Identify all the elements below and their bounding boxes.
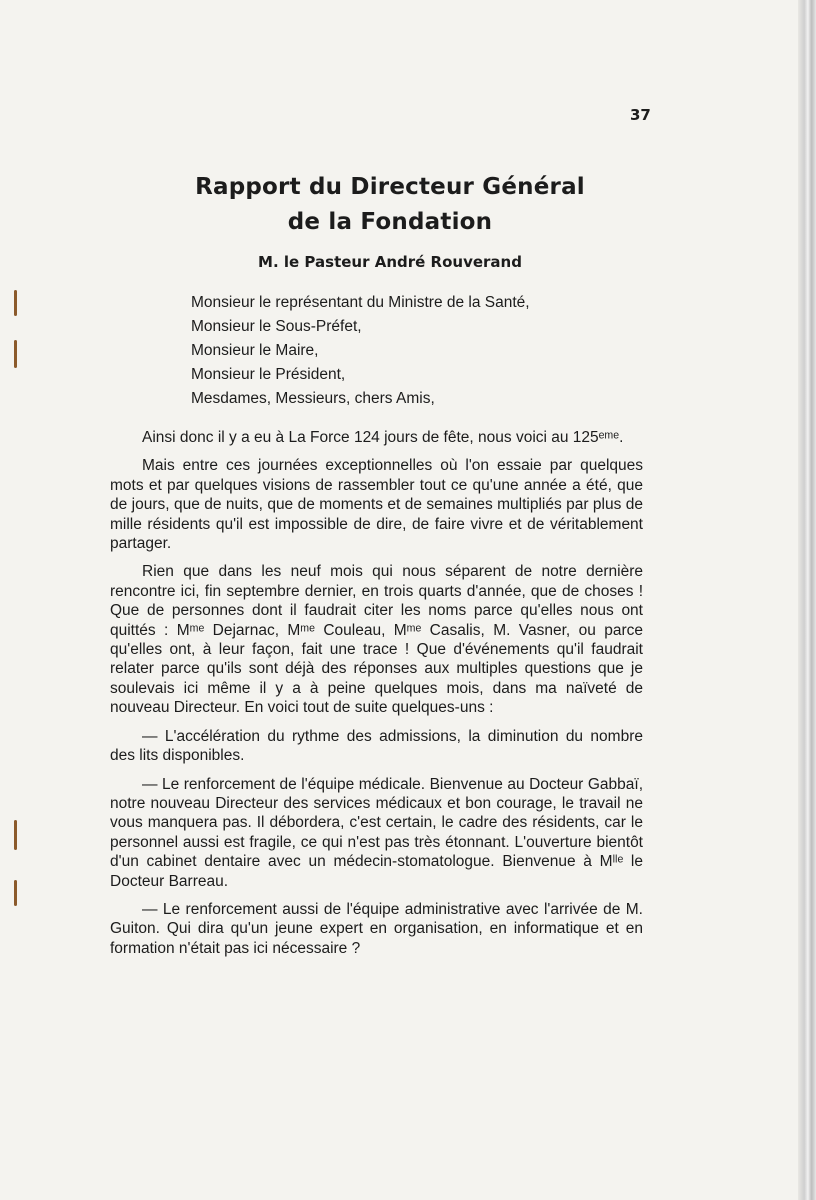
page-title [0, 170, 780, 240]
list-item-paragraph: — Le renforcement de l'équipe médicale. Bienvenue au Docteur Gabbaï, notre nouveau Directeur des services médicaux et bon courage, le travail ne vous manquera pas. Il débordera, c'est certain, le cadre des résidents, car le personnel aussi est fragile, ce qui n'est pas très étonnant. L'ouverture bientôt d'un cabinet dentaire avec un médecin-stomatologue. Bienvenue à Mˡˡᵉ le Docteur Barreau. [110, 775, 643, 890]
paragraph: Ainsi donc il y a eu à La Force 124 jours de fête, nous voici au 125ᵉᵐᵉ. [142, 429, 624, 446]
title-line-1: Rapport du Directeur Général [195, 174, 585, 200]
list-item-paragraph: — Le renforcement aussi de l'équipe administrative avec l'arrivée de M. Guiton. Qui dira qu'un jeune expert en organisation, en informatique et en formation n'était pas ici nécessaire ? [110, 900, 643, 957]
list-item-paragraph: — L'accélération du rythme des admissions, la diminution du nombre des lits disponibles. [110, 727, 643, 765]
salutation-block [191, 291, 530, 411]
page-number: 37 [630, 106, 651, 124]
paragraph: Mais entre ces journées exceptionnelles où l'on essaie par quelques mots et par quelques visions de rassembler tout ce qu'une année a été, que de jours, que de nuits, que de moments et de semaines multipliés par plus de mille résidents qu'il est impossible de dire, de faire vivre et de véritablement partager. [110, 457, 643, 553]
salutation-line: Mesdames, Messieurs, chers Amis, [191, 390, 435, 407]
salutation-line: Monsieur le Maire, [191, 342, 319, 359]
salutation-line: Monsieur le Sous-Préfet, [191, 318, 362, 335]
author-line: M. le Pasteur André Rouverand [258, 253, 522, 271]
binding-mark-bottom [14, 880, 17, 906]
binding-mark-lower [14, 820, 17, 850]
body-text [110, 428, 643, 967]
binding-mark-middle [14, 340, 17, 368]
title-line-2: de la Fondation [287, 209, 493, 235]
paragraph: Rien que dans les neuf mois qui nous séparent de notre dernière rencontre ici, fin septembre dernier, en trois quarts d'année, que de choses ! Que de personnes dont il faudrait citer les noms parce qu'elles nous ont quittés : Mᵐᵉ Dejarnac, Mᵐᵉ Couleau, Mᵐᵉ Casalis, M. Vasner, ou parce qu'elles ont, à leur façon, fait une trace ! Que d'événements qu'il faudrait relater parce qu'ils sont déjà des réponses aux multiples questions que je soulevais ici même il y a à peine quelques mois, dans ma naïveté de nouveau Directeur. En voici tout de suite quelques-uns : [110, 563, 643, 717]
binding-mark-top [14, 290, 17, 316]
page-edge [798, 0, 816, 1200]
salutation-line: Monsieur le Président, [191, 366, 346, 383]
salutation-line: Monsieur le représentant du Ministre de la Santé, [191, 294, 530, 311]
